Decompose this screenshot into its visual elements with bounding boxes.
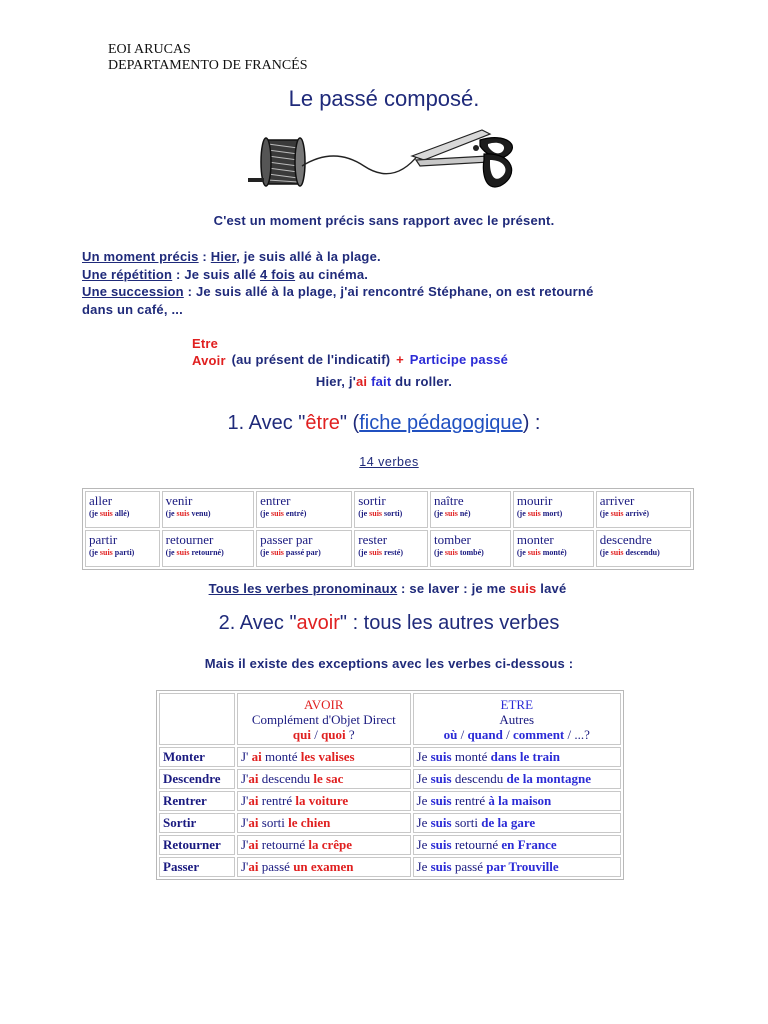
sentence-auxiliary: ai — [356, 374, 368, 389]
verb-example-auxiliary: suis — [271, 509, 284, 518]
example-participle: rentré — [258, 793, 296, 808]
avoir-example — [237, 835, 411, 855]
exceptions-table — [156, 690, 624, 880]
etre-example — [413, 813, 621, 833]
example-auxiliary: suis — [430, 749, 452, 764]
verb-example — [517, 508, 590, 519]
avoir-example — [237, 791, 411, 811]
example-participle: monté — [261, 749, 301, 764]
example-participle: descendu — [451, 771, 507, 786]
example-subject: J' — [241, 793, 249, 808]
verb-example-pronoun: (je — [516, 509, 528, 518]
aux-etre: Etre — [192, 336, 219, 351]
sentence-part: du roller. — [391, 374, 453, 389]
verb-name: retourner — [165, 532, 214, 547]
verb-example — [434, 508, 507, 519]
verb-example-participle: mort) — [540, 509, 563, 518]
example-object: le chien — [288, 815, 331, 830]
verb-example-participle: descendu) — [623, 548, 660, 557]
verb-example-pronoun: (je — [599, 509, 611, 518]
verb-example-pronoun: (je — [165, 548, 177, 557]
example-auxiliary: ai — [248, 859, 259, 874]
verb-example-participle: né) — [457, 509, 471, 518]
example-separator: : Je suis allé à la plage, j'ai rencontré Stéphane, on est retourné — [183, 284, 594, 299]
verb-example — [166, 508, 250, 519]
example-subject: J' — [241, 771, 249, 786]
verb-example — [260, 547, 348, 558]
verb-example-pronoun: (je — [89, 509, 100, 518]
avoir-example — [237, 747, 411, 767]
heading-text: 2. Avec " — [218, 612, 297, 634]
fiche-pedagogique-link[interactable]: fiche pédagogique — [359, 412, 523, 434]
example-succession — [82, 283, 594, 301]
avoir-example — [237, 769, 411, 789]
verb-example-pronoun: (je — [434, 548, 445, 557]
example-auxiliary: suis — [430, 771, 452, 786]
verb-name: descendre — [599, 532, 652, 547]
verb-example-participle: retourné) — [189, 548, 224, 557]
example-complement: dans le train — [490, 749, 560, 764]
verb-example-pronoun: (je — [260, 509, 272, 518]
separator: / — [564, 727, 575, 742]
verb-example-pronoun: (je — [434, 509, 445, 518]
example-rest: , je suis allé à la plage. — [236, 249, 381, 264]
verb-example-auxiliary: suis — [99, 548, 113, 557]
exception-verb: Passer — [159, 857, 235, 877]
aux-avoir: Avoir — [192, 353, 226, 368]
pronominal-label: Tous les verbes pronominaux — [208, 581, 398, 596]
etre-header-cell — [413, 693, 621, 745]
verb-row — [85, 491, 691, 528]
exception-row — [159, 747, 621, 767]
avoir-example — [237, 857, 411, 877]
verb-example-auxiliary: suis — [369, 548, 383, 557]
example-object: un examen — [293, 859, 354, 874]
example-succession-continued: dans un café, ... — [82, 301, 183, 317]
example-subject: J' — [241, 859, 249, 874]
etre-subtitle: Autres — [499, 712, 535, 727]
verb-name: monter — [516, 532, 554, 547]
verb-example-participle: monté) — [540, 548, 567, 557]
example-auxiliary: ai — [248, 793, 259, 808]
verb-example-participle: tombé) — [457, 548, 484, 557]
verb-cell — [256, 530, 352, 567]
verb-cell — [430, 530, 511, 567]
document-header — [108, 42, 308, 74]
example-separator: : — [198, 249, 211, 264]
heading-text: " : tous les autres verbes — [339, 612, 560, 634]
verb-cell — [162, 491, 254, 528]
example-participle: sorti — [258, 815, 289, 830]
verb-cell — [596, 530, 691, 567]
example-auxiliary: suis — [430, 815, 452, 830]
sentence-participle: fait — [371, 374, 392, 389]
verb-cell — [85, 530, 160, 567]
verb-name: arriver — [599, 493, 635, 508]
verb-example-pronoun: (je — [358, 548, 370, 557]
definition-text: C'est un moment précis sans rapport avec le présent. — [213, 213, 555, 228]
example-subject: Je — [416, 837, 431, 852]
verb-name: aller — [89, 493, 113, 508]
etre-example — [413, 857, 621, 877]
example-auxiliary: ai — [248, 837, 259, 852]
avoir-header-cell — [237, 693, 411, 745]
school-name: EOI ARUCAS — [108, 42, 191, 57]
exception-row — [159, 813, 621, 833]
verb-name: tomber — [434, 532, 471, 547]
avoir-question: qui — [292, 727, 311, 742]
verb-example-participle: parti) — [112, 548, 135, 557]
verb-count-link[interactable]: 14 verbes — [359, 455, 419, 469]
example-subject: J' — [241, 749, 252, 764]
verb-example-auxiliary: suis — [527, 509, 541, 518]
example-subject: Je — [416, 815, 431, 830]
verb-example — [517, 547, 590, 558]
example-participle: retourné — [258, 837, 309, 852]
verb-example-auxiliary: suis — [369, 509, 383, 518]
separator: / — [502, 727, 513, 742]
verb-cell — [162, 530, 254, 567]
example-object: la voiture — [295, 793, 349, 808]
etre-verbs-table — [82, 488, 694, 570]
section-etre-heading — [0, 412, 768, 435]
verb-example-auxiliary: suis — [99, 509, 113, 518]
example-participle: retourné — [451, 837, 502, 852]
etre-question: quand — [467, 727, 503, 742]
verb-example-participle: passé par) — [283, 548, 321, 557]
exception-row — [159, 835, 621, 855]
example-sentence — [0, 374, 768, 389]
example-participle: passé — [258, 859, 294, 874]
verb-cell — [354, 530, 428, 567]
verb-example — [89, 547, 156, 558]
verb-cell — [256, 491, 352, 528]
example-complement: à la maison — [488, 793, 552, 808]
verb-example-pronoun: (je — [599, 548, 611, 557]
example-subject: J' — [241, 837, 249, 852]
heading-text: " ( — [339, 412, 360, 434]
exception-row — [159, 769, 621, 789]
verb-example-participle: sorti) — [382, 509, 403, 518]
example-auxiliary: suis — [430, 859, 452, 874]
thread-spool-and-scissors-icon — [244, 126, 524, 196]
exceptions-intro: Mais il existe des exceptions avec les verbes ci-dessous : — [204, 656, 574, 671]
verb-name: entrer — [260, 493, 291, 508]
verb-name: mourir — [516, 493, 553, 508]
separator: / — [310, 727, 322, 742]
example-complement: de la montagne — [506, 771, 591, 786]
pronominal-text: : se laver : je me — [397, 581, 510, 596]
pronominal-verbs-note — [0, 581, 768, 596]
exception-verb: Sortir — [159, 813, 235, 833]
example-subject: Je — [416, 793, 431, 808]
etre-example — [413, 835, 621, 855]
avoir-title: AVOIR — [304, 697, 344, 712]
heading-text: ) : — [522, 412, 541, 434]
formula-participle: Participe passé — [409, 351, 509, 367]
example-participle: monté — [451, 749, 491, 764]
etre-example — [413, 747, 621, 767]
avoir-example — [237, 813, 411, 833]
example-moment — [82, 248, 594, 266]
sentence-part: Hier, j' — [315, 374, 356, 389]
example-repetition — [82, 266, 594, 284]
separator: ? — [345, 727, 355, 742]
verb-example-pronoun: (je — [89, 548, 100, 557]
heading-keyword: être — [305, 412, 340, 434]
verb-cell — [85, 491, 160, 528]
section-avoir-heading — [0, 612, 768, 635]
example-participle: descendu — [258, 771, 314, 786]
etre-question: ...? — [574, 727, 590, 742]
verb-example-participle: arrivé) — [623, 509, 650, 518]
auxiliary-stack — [192, 335, 226, 369]
example-keyword: 4 fois — [259, 266, 296, 282]
pronominal-auxiliary: suis — [509, 581, 537, 596]
avoir-question: quoi — [321, 727, 346, 742]
example-subject: Je — [416, 859, 431, 874]
verb-cell — [513, 491, 594, 528]
example-participle: sorti — [451, 815, 482, 830]
etre-question: où — [443, 727, 458, 742]
verb-example-participle: resté) — [382, 548, 403, 557]
formula-tense: (au présent de l'indicatif) — [231, 351, 391, 367]
verb-example — [358, 547, 424, 558]
example-auxiliary: suis — [430, 793, 452, 808]
empty-header-cell — [159, 693, 235, 745]
verb-example-participle: venu) — [189, 509, 211, 518]
verb-example-participle: entré) — [283, 509, 307, 518]
separator: / — [457, 727, 468, 742]
example-rest: au cinéma. — [295, 266, 369, 282]
verb-example — [260, 508, 348, 519]
verb-example-pronoun: (je — [358, 509, 370, 518]
example-auxiliary: ai — [251, 749, 262, 764]
verb-name: sortir — [358, 493, 386, 508]
example-complement: en France — [501, 837, 557, 852]
example-auxiliary: ai — [248, 771, 259, 786]
example-keyword: Hier — [210, 249, 237, 264]
etre-title: ETRE — [500, 697, 534, 712]
verb-example — [89, 508, 156, 519]
verb-example-auxiliary: suis — [527, 548, 541, 557]
heading-text: 1. Avec " — [227, 412, 306, 434]
verb-example-pronoun: (je — [165, 509, 177, 518]
exception-row — [159, 857, 621, 877]
verb-name: rester — [358, 532, 388, 547]
example-subject: J' — [241, 815, 249, 830]
verb-example-participle: allé) — [112, 509, 130, 518]
heading-keyword: avoir — [296, 612, 340, 634]
example-participle: passé — [451, 859, 487, 874]
exception-verb: Rentrer — [159, 791, 235, 811]
verb-example-auxiliary: suis — [176, 548, 190, 557]
example-label: Une succession — [82, 284, 184, 299]
example-participle: rentré — [451, 793, 489, 808]
verb-name: passer par — [260, 532, 313, 547]
verb-row — [85, 530, 691, 567]
verb-cell — [430, 491, 511, 528]
page-title: Le passé composé. — [288, 86, 480, 111]
example-label: Une répétition — [82, 266, 173, 282]
verb-example-auxiliary: suis — [176, 509, 190, 518]
verb-name: naître — [434, 493, 464, 508]
verb-example — [434, 547, 507, 558]
example-auxiliary: suis — [430, 837, 452, 852]
example-object: le sac — [313, 771, 344, 786]
example-auxiliary: ai — [248, 815, 259, 830]
verb-example — [166, 547, 250, 558]
verb-example-auxiliary: suis — [444, 509, 458, 518]
exception-row — [159, 791, 621, 811]
example-subject: Je — [416, 749, 431, 764]
avoir-subtitle: Complément d'Objet Direct — [251, 712, 396, 727]
example-label: Un moment précis — [82, 249, 199, 264]
verb-example-pronoun: (je — [516, 548, 528, 557]
etre-question: comment — [513, 727, 565, 742]
exceptions-header-row — [159, 693, 621, 745]
verb-cell — [354, 491, 428, 528]
verb-example-auxiliary: suis — [271, 548, 284, 557]
verb-name: venir — [165, 493, 193, 508]
verb-example — [600, 508, 687, 519]
example-object: les valises — [300, 749, 355, 764]
usage-examples — [82, 248, 594, 318]
verb-example-auxiliary: suis — [610, 548, 624, 557]
verb-example-auxiliary: suis — [444, 548, 458, 557]
exception-verb: Retourner — [159, 835, 235, 855]
formula — [192, 335, 508, 369]
verb-cell — [596, 491, 691, 528]
verb-example-auxiliary: suis — [610, 509, 624, 518]
department-name: DEPARTAMENTO DE FRANCÉS — [108, 58, 308, 73]
example-subject: Je — [416, 771, 431, 786]
verb-example — [600, 547, 687, 558]
verb-name: partir — [89, 532, 118, 547]
example-complement: de la gare — [481, 815, 536, 830]
verb-cell — [513, 530, 594, 567]
formula-plus: + — [396, 351, 404, 367]
verb-example-pronoun: (je — [260, 548, 272, 557]
exception-verb: Descendre — [159, 769, 235, 789]
verb-example — [358, 508, 424, 519]
etre-example — [413, 769, 621, 789]
pronominal-participle: lavé — [536, 581, 567, 596]
etre-example — [413, 791, 621, 811]
example-separator: : Je suis allé — [172, 266, 260, 282]
exception-verb: Monter — [159, 747, 235, 767]
example-object: la crêpe — [308, 837, 353, 852]
example-complement: par Trouville — [486, 859, 559, 874]
